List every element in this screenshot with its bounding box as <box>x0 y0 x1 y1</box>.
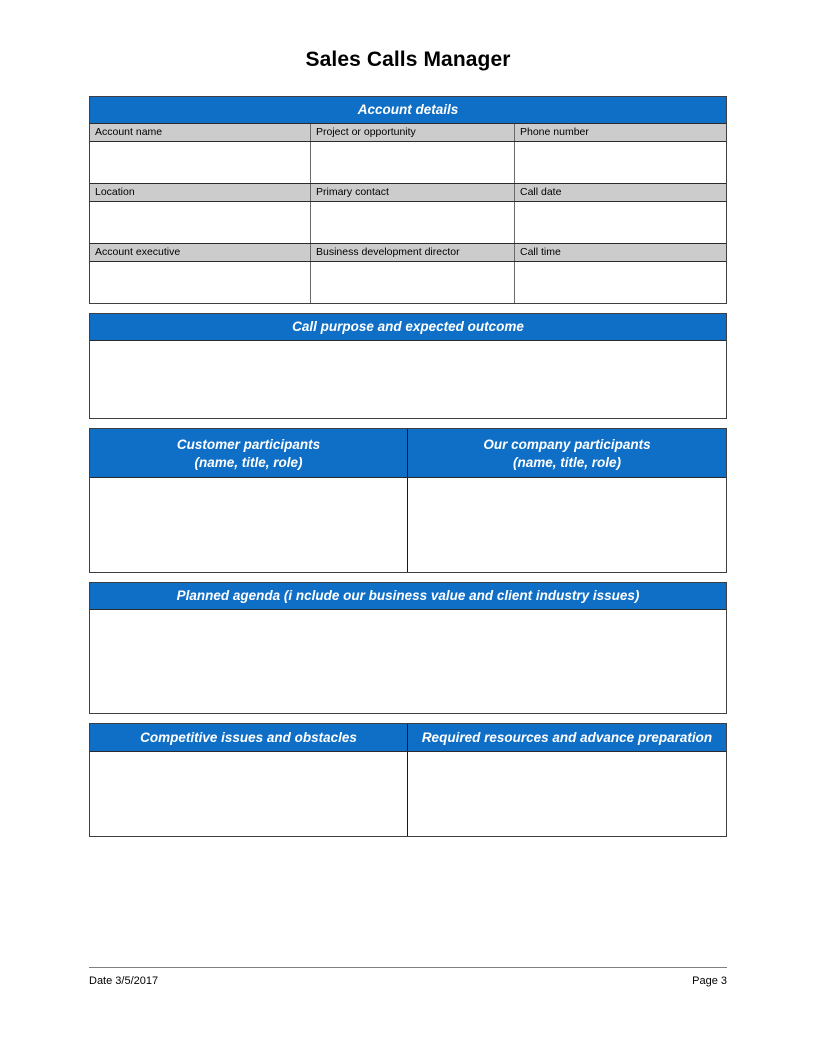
label-row-2 <box>90 184 726 202</box>
company-participants-line2: (name, title, role) <box>512 454 622 470</box>
field-primary-contact[interactable] <box>311 202 515 243</box>
label-account-name: Account name <box>90 124 311 141</box>
customer-participants-line1: Customer participants <box>176 436 321 452</box>
sales-call-form <box>89 96 727 837</box>
section-header-label: Account details <box>357 102 459 117</box>
section-participants <box>89 428 727 573</box>
section-header-required-resources <box>408 724 726 751</box>
field-company-participants[interactable] <box>408 478 726 572</box>
page-title: Sales Calls Manager <box>305 48 511 71</box>
section-competitive-and-resources <box>89 723 727 837</box>
section-header-label: Competitive issues and obstacles <box>140 729 357 745</box>
label-call-time: Call time <box>515 244 726 261</box>
field-location[interactable] <box>90 202 311 243</box>
section-spacer <box>89 714 727 723</box>
label-project-or-opportunity: Project or opportunity <box>311 124 515 141</box>
section-header-call-purpose <box>90 314 726 341</box>
footer-page-number: Page 3 <box>692 975 727 987</box>
field-required-resources[interactable] <box>408 752 726 836</box>
field-call-purpose[interactable] <box>90 341 726 418</box>
section-account-details <box>89 96 727 304</box>
footer-date: Date 3/5/2017 <box>89 975 159 987</box>
field-business-development-director[interactable] <box>311 262 515 303</box>
field-call-time[interactable] <box>515 262 726 303</box>
field-call-date[interactable] <box>515 202 726 243</box>
label-account-executive: Account executive <box>90 244 311 261</box>
section-header-planned-agenda <box>90 583 726 610</box>
section-header-label: Planned agenda (i nclude our business value and client industry issues) <box>176 588 640 603</box>
customer-participants-line2: (name, title, role) <box>194 454 303 470</box>
section-header-competitive-issues <box>90 724 408 751</box>
footer-content <box>89 968 727 988</box>
field-account-executive[interactable] <box>90 262 311 303</box>
label-phone-number: Phone number <box>515 124 726 141</box>
page-footer <box>89 967 727 988</box>
field-project-or-opportunity[interactable] <box>311 142 515 183</box>
section-call-purpose <box>89 313 727 419</box>
section-header-label: Call purpose and expected outcome <box>292 319 524 334</box>
section-header-account-details <box>90 97 726 124</box>
section-header-company-participants <box>408 429 726 477</box>
label-row-3 <box>90 244 726 262</box>
label-call-date: Call date <box>515 184 726 201</box>
field-planned-agenda[interactable] <box>90 610 726 713</box>
input-row-2 <box>90 202 726 244</box>
section-spacer <box>89 419 727 428</box>
section-header-customer-participants <box>90 429 408 477</box>
field-customer-participants[interactable] <box>90 478 408 572</box>
bottom-body-row <box>90 752 726 836</box>
label-row-1 <box>90 124 726 142</box>
field-phone-number[interactable] <box>515 142 726 183</box>
label-primary-contact: Primary contact <box>311 184 515 201</box>
input-row-3 <box>90 262 726 304</box>
bottom-header-row <box>90 724 726 752</box>
section-spacer <box>89 573 727 582</box>
section-header-label: Required resources and advance preparation <box>421 729 713 745</box>
section-spacer <box>89 304 727 313</box>
participants-body-row <box>90 478 726 572</box>
label-business-development-director: Business development director <box>311 244 515 261</box>
section-planned-agenda <box>89 582 727 714</box>
field-account-name[interactable] <box>90 142 311 183</box>
field-competitive-issues[interactable] <box>90 752 408 836</box>
label-location: Location <box>90 184 311 201</box>
input-row-1 <box>90 142 726 184</box>
participants-header-row <box>90 429 726 478</box>
company-participants-line1: Our company participants <box>483 436 651 452</box>
